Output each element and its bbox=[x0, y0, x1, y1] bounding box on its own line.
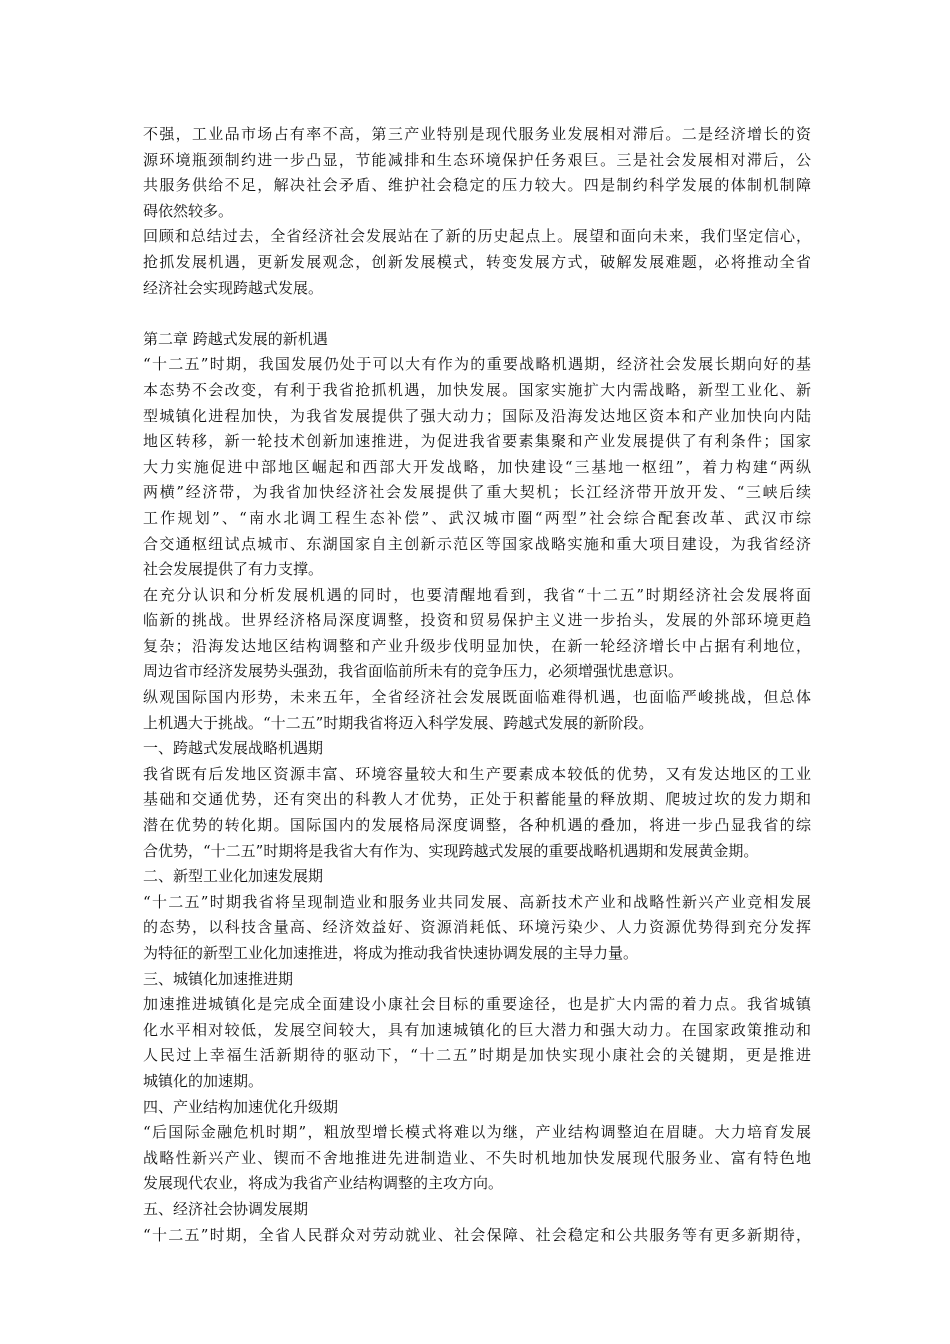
text-line: “后国际金融危机时期”，粗放型增长模式将难以为继，产业结构调整迫在眉睫。大力培育发展 bbox=[143, 1123, 811, 1142]
section-heading bbox=[143, 1095, 811, 1121]
text-line: 合优势，“十二五”时期将是我省大有作为、实现跨越式发展的重要战略机遇期和发展黄金期。 bbox=[143, 841, 759, 860]
text-line: 战略性新兴产业、锲而不舍地推进先进制造业、不失时机地加快发展现代服务业、富有特色地 bbox=[143, 1148, 811, 1167]
paragraph bbox=[143, 122, 811, 224]
text-line: 本态势不会改变，有利于我省抢抓机遇，加快发展。国家实施扩大内需战略，新型工业化、新 bbox=[143, 380, 811, 399]
text-line: 社会发展提供了有力支撑。 bbox=[143, 560, 324, 579]
text-line: “十二五”时期我省将呈现制造业和服务业共同发展、高新技术产业和战略性新兴产业竞相发展 bbox=[143, 892, 811, 911]
text-line: 人民过上幸福生活新期待的驱动下，“十二五”时期是加快实现小康社会的关键期，更是推进 bbox=[143, 1046, 811, 1065]
paragraph bbox=[143, 890, 811, 967]
text-line: 基础和交通优势，还有突出的科教人才优势，正处于积蓄能量的释放期、爬坡过坎的发力期和 bbox=[143, 790, 811, 809]
text-line: “十二五”时期，全省人民群众对劳动就业、社会保障、社会稳定和公共服务等有更多新期待， bbox=[143, 1225, 811, 1244]
text-line: 地区转移，新一轮技术创新加速推进，为促进我省要素集聚和产业发展提供了有利条件；国家 bbox=[143, 432, 811, 451]
paragraph bbox=[143, 224, 811, 301]
heading-text: 五、经济社会协调发展期 bbox=[143, 1199, 309, 1218]
paragraph bbox=[143, 1223, 811, 1249]
document-page bbox=[143, 122, 811, 1248]
text-line: 周边省市经济发展势头强劲，我省面临前所未有的竞争压力，必须增强忧患意识。 bbox=[143, 662, 684, 681]
text-line: 潜在优势的转化期。国际国内的发展格局深度调整，各种机遇的叠加，将进一步凸显我省的综 bbox=[143, 816, 811, 835]
blank-line bbox=[143, 301, 811, 327]
text-line: 大力实施促进中部地区崛起和西部大开发战略，加快建设“三基地一枢纽”，着力构建“两纵 bbox=[143, 457, 811, 476]
text-line: 上机遇大于挑战。“十二五”时期我省将迈入科学发展、跨越式发展的新阶段。 bbox=[143, 713, 654, 732]
paragraph bbox=[143, 352, 811, 582]
text-line: 我省既有后发地区资源丰富、环境容量较大和生产要素成本较低的优势，又有发达地区的工业 bbox=[143, 764, 811, 783]
text-line: 两横”经济带，为我省加快经济社会发展提供了重大契机；长江经济带开放开发、“三峡后续 bbox=[143, 483, 811, 502]
text-line: 合交通枢纽试点城市、东湖国家自主创新示范区等国家战略实施和重大项目建设，为我省经济 bbox=[143, 534, 811, 553]
paragraph bbox=[143, 1120, 811, 1197]
paragraph bbox=[143, 992, 811, 1094]
text-line: 不强，工业品市场占有率不高，第三产业特别是现代服务业发展相对滞后。二是经济增长的资 bbox=[143, 125, 811, 143]
heading-text: 三、城镇化加速推进期 bbox=[143, 969, 294, 988]
text-line: 发展现代农业，将成为我省产业结构调整的主攻方向。 bbox=[143, 1174, 504, 1193]
paragraph bbox=[143, 762, 811, 864]
paragraph bbox=[143, 685, 811, 736]
heading-text: 二、新型工业化加速发展期 bbox=[143, 867, 324, 886]
heading-text: 四、产业结构加速优化升级期 bbox=[143, 1097, 339, 1116]
section-heading bbox=[143, 327, 811, 353]
text-line: 经济社会实现跨越式发展。 bbox=[143, 278, 324, 297]
text-line: 碍依然较多。 bbox=[143, 201, 234, 220]
text-line: 源环境瓶颈制约进一步凸显，节能减排和生态环境保护任务艰巨。三是社会发展相对滞后，公 bbox=[143, 150, 811, 169]
text-line: “十二五”时期，我国发展仍处于可以大有作为的重要战略机遇期，经济社会发展长期向好的基 bbox=[143, 355, 811, 374]
text-line: 在充分认识和分析发展机遇的同时，也要清醒地看到，我省“十二五”时期经济社会发展将面 bbox=[143, 585, 811, 604]
text-line: 为特征的新型工业化加速推进，将成为推动我省快速协调发展的主导力量。 bbox=[143, 944, 639, 962]
text-line: 型城镇化进程加快，为我省发展提供了强大动力；国际及沿海发达地区资本和产业加快向内陆 bbox=[143, 406, 811, 425]
heading-text: 第二章 跨越式发展的新机遇 bbox=[143, 329, 328, 348]
text-line: 复杂；沿海发达地区结构调整和产业升级步伐明显加快，在新一轮经济增长中占据有利地位， bbox=[143, 636, 811, 655]
text-line: 抢抓发展机遇，更新发展观念，创新发展模式，转变发展方式，破解发展难题，必将推动全省 bbox=[143, 252, 811, 271]
paragraph bbox=[143, 583, 811, 685]
section-heading bbox=[143, 1197, 811, 1223]
text-line: 回顾和总结过去，全省经济社会发展站在了新的历史起点上。展望和面向未来，我们坚定信心， bbox=[143, 227, 811, 246]
text-line: 共服务供给不足，解决社会矛盾、维护社会稳定的压力较大。四是制约科学发展的体制机制障 bbox=[143, 176, 811, 195]
section-heading bbox=[143, 736, 811, 762]
text-line: 临新的挑战。世界经济格局深度调整，投资和贸易保护主义进一步抬头，发展的外部环境更趋 bbox=[143, 611, 811, 630]
heading-text: 一、跨越式发展战略机遇期 bbox=[143, 739, 324, 758]
text-line: 的态势，以科技含量高、经济效益好、资源消耗低、环境污染少、人力资源优势得到充分发挥 bbox=[143, 918, 811, 937]
text-line: 纵观国际国内形势，未来五年，全省经济社会发展既面临难得机遇，也面临严峻挑战，但总体 bbox=[143, 688, 811, 707]
section-heading bbox=[143, 864, 811, 890]
text-line: 加速推进城镇化是完成全面建设小康社会目标的重要途径，也是扩大内需的着力点。我省城镇 bbox=[143, 995, 811, 1014]
text-line: 城镇化的加速期。 bbox=[143, 1071, 264, 1090]
text-line: 工作规划”、“南水北调工程生态补偿”、武汉城市圈“两型”社会综合配套改革、武汉市综 bbox=[143, 508, 811, 527]
text-line: 化水平相对较低，发展空间较大，具有加速城镇化的巨大潜力和强大动力。在国家政策推动和 bbox=[143, 1020, 811, 1039]
section-heading bbox=[143, 967, 811, 993]
